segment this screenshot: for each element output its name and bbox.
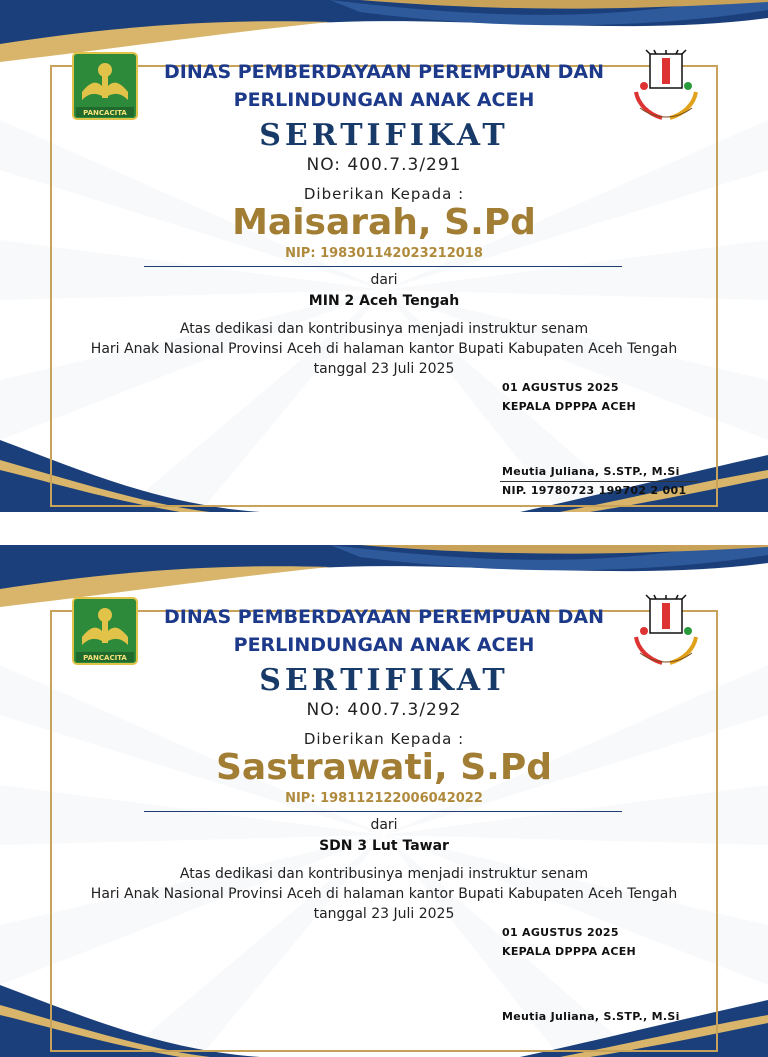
sign-date: 01 AGUSTUS 2025 [502,926,619,939]
certificate-1 [0,0,768,512]
organization-line-2: PERLINDUNGAN ANAK ACEH [233,634,535,656]
svg-text:PANCACITA: PANCACITA [83,109,127,117]
organization-line-2: PERLINDUNGAN ANAK ACEH [233,89,535,111]
certificate-title: SERTIFIKAT [259,118,509,153]
organization-name [0,58,768,114]
signer-nip: NIP. 19780723 199702 2 001 [502,484,687,497]
description-line-1: Atas dedikasi dan kontribusinya menjadi instruktur senam [179,866,589,882]
description-line-3: tanggal 23 Juli 2025 [313,906,455,922]
given-to-label: Diberikan Kepada : [303,185,465,203]
from-label: dari [370,272,398,288]
certificate-2 [0,545,768,1057]
recipient-name: Maisarah, S.Pd [232,202,536,243]
from-label: dari [370,817,398,833]
given-to-label: Diberikan Kepada : [303,730,465,748]
certificate-description [0,864,768,924]
recipient-nip: NIP: 198112122006042022 [285,791,483,806]
certificate-number: NO: 400.7.3/291 [306,155,462,175]
sign-role: KEPALA DPPPA ACEH [502,945,637,958]
organization-line-1: DINAS PEMBERDAYAAN PEREMPUAN DAN [164,61,604,83]
organization-name [0,603,768,659]
sign-date: 01 AGUSTUS 2025 [502,381,619,394]
signer-name: Meutia Juliana, S.STP., M.Si [502,1010,680,1023]
description-line-2: Hari Anak Nasional Provinsi Aceh di halaman kantor Bupati Kabupaten Aceh Tengah [90,341,678,357]
divider [144,266,622,267]
svg-text:PANCACITA: PANCACITA [83,654,127,662]
certificate-title: SERTIFIKAT [259,663,509,698]
school-name: MIN 2 Aceh Tengah [308,293,460,309]
divider [144,811,622,812]
school-name: SDN 3 Lut Tawar [319,838,449,854]
organization-line-1: DINAS PEMBERDAYAAN PEREMPUAN DAN [164,606,604,628]
certificate-number: NO: 400.7.3/292 [306,700,462,720]
sign-role: KEPALA DPPPA ACEH [502,400,637,413]
recipient-nip: NIP: 198301142023212018 [285,246,483,261]
recipient-name: Sastrawati, S.Pd [216,747,552,788]
signature-line [500,481,698,482]
certificate-description [0,319,768,379]
description-line-3: tanggal 23 Juli 2025 [313,361,455,377]
signer-name: Meutia Juliana, S.STP., M.Si [502,465,680,478]
description-line-2: Hari Anak Nasional Provinsi Aceh di halaman kantor Bupati Kabupaten Aceh Tengah [90,886,678,902]
description-line-1: Atas dedikasi dan kontribusinya menjadi instruktur senam [179,321,589,337]
